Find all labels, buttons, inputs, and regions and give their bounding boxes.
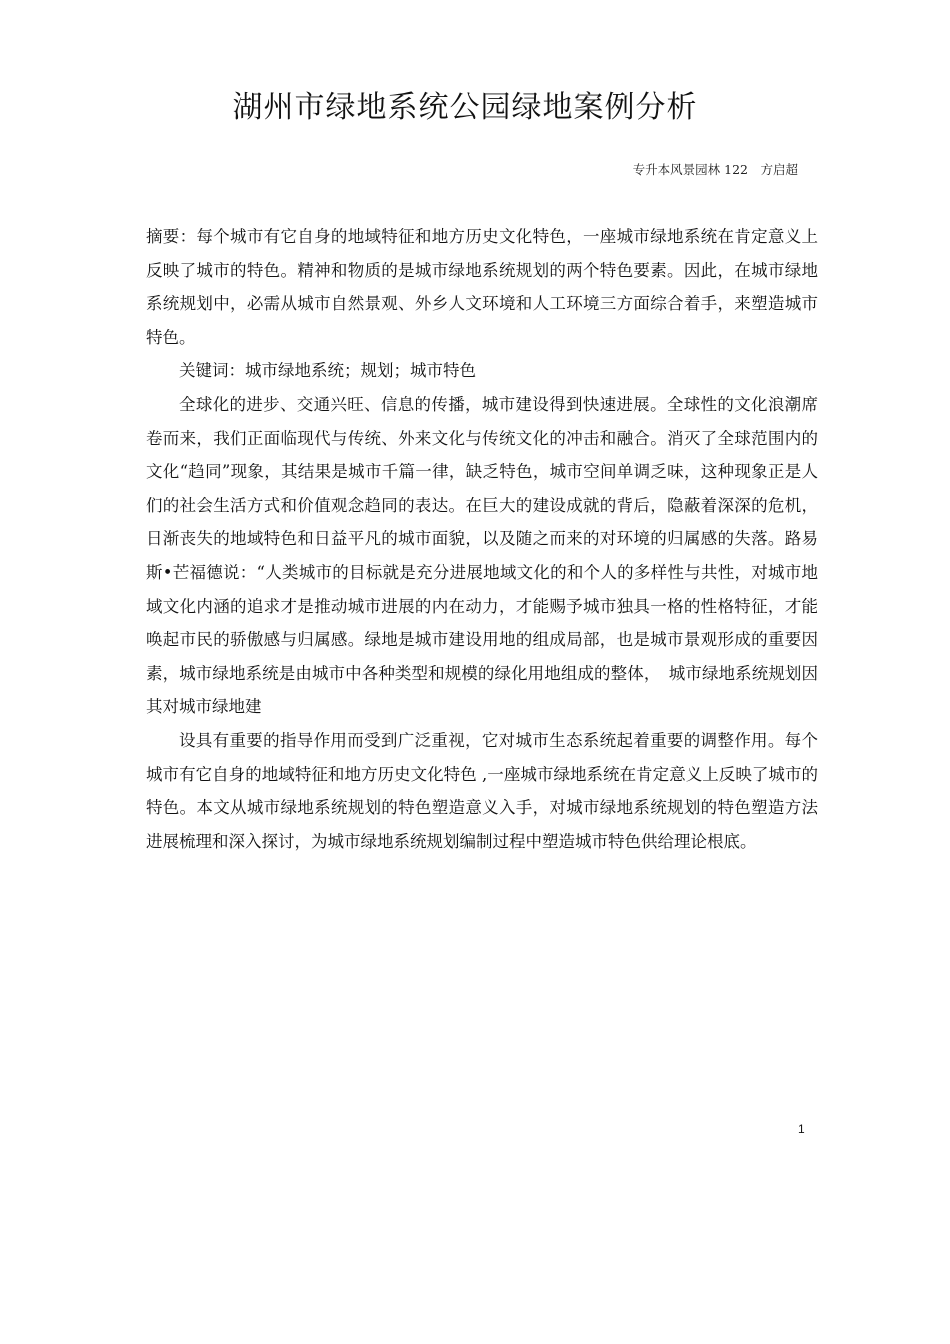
body-paragraph: 全球化的进步、交通兴旺、信息的传播，城市建设得到快速进展。全球性的文化浪潮席卷而来，我们正面临现代与传统、外来文化与传统文化的冲击和融合。消灭了全球范围内的文化“趋同”现象，其结果是城市千篇一律，缺乏特色，城市空间单调乏味，这种现象正是人们的社会生活方式和价值观念趋同的表达。在巨大的建设成就的背后，隐蔽着深深的危机，日渐丧失的地域特色和日益平凡的城市面貌，以及随之而来的对环境的归属感的失落。路易斯•芒福德说：“人类城市的目标就是充分进展地域文化的和个人的多样性与共性，对城市地域文化内涵的追求才是推动城市进展的内在动力，才能赐予城市独具一格的性格特征，才能唤起市民的骄傲感与归属感。绿地是城市建设用地的组成局部，也是城市景观形成的重要因素，城市绿地系统是由城市中各种类型和规模的绿化用地组成的整体， 城市绿地系统规划因其对城市绿地建 xyxy=(146,394,818,717)
body-paragraph: 设具有重要的指导作用而受到广泛重视，它对城市生态系统起着重要的调整作用。每个城市有它自身的地域特征和地方历史文化特色 ,一座城市绿地系统在肯定意义上反映了城市的特色。本文从城市绿地系统规划的特色塑造意义入手，对城市绿地系统规划的特色塑造方法进展梳理和深入探讨，为城市绿地系统规划编制过程中塑造城市特色供给理论根底。 xyxy=(146,730,818,851)
author-line: 专升本风景园林 122 方启超 xyxy=(632,162,798,177)
abstract-paragraph: 摘要：每个城市有它自身的地域特征和地方历史文化特色，一座城市绿地系统在肯定意义上反映了城市的特色。精神和物质的是城市绿地系统规划的两个特色要素。因此，在城市绿地系统规划中，必需从城市自然景观、外乡人文环境和人工环境三方面综合着手，来塑造城市特色。 xyxy=(146,227,818,347)
document-title: 湖州市绿地系统公园绿地案例分析 xyxy=(232,90,698,125)
document-body xyxy=(146,220,818,858)
page-number: 1 xyxy=(798,1122,805,1136)
keywords-paragraph: 关键词：城市绿地系统；规划；城市特色 xyxy=(179,361,476,381)
